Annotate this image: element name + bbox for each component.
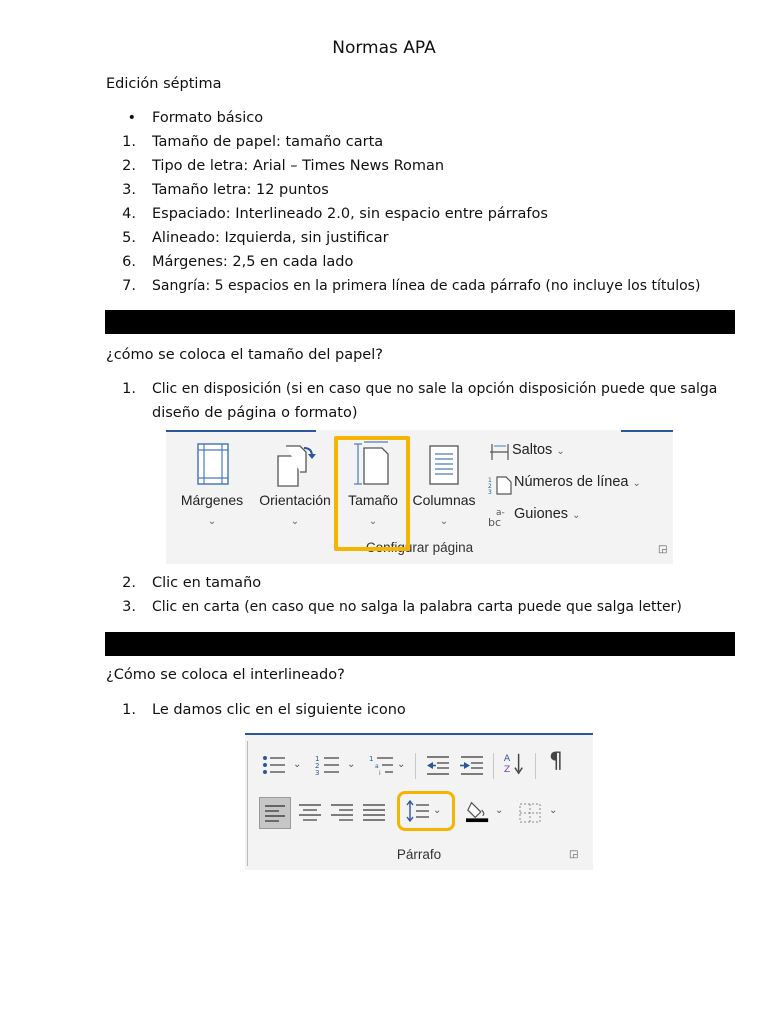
svg-text:2: 2 <box>315 762 320 770</box>
dialog-launcher-icon[interactable]: ◲ <box>658 544 668 555</box>
svg-text:A: A <box>503 753 511 765</box>
toolbar-separator <box>535 753 536 779</box>
chevron-down-icon[interactable]: ⌄ <box>549 805 558 816</box>
svg-text:1: 1 <box>315 755 320 763</box>
line-numbers-label: Números de línea <box>514 474 629 490</box>
borders-icon[interactable] <box>517 801 543 825</box>
ribbon-accent-line <box>166 430 316 432</box>
numbering-icon[interactable] <box>315 753 341 777</box>
step-list: 1. Clic en disposición (si en caso que no sale la opción disposición puede que salga diseño de página o formato) <box>122 381 718 421</box>
orientation-label: Orientación <box>259 492 331 508</box>
columns-icon <box>428 444 460 486</box>
ribbon-accent-line <box>621 430 673 432</box>
chevron-down-icon: ⌄ <box>207 516 217 527</box>
line-spacing-icon[interactable] <box>405 799 431 823</box>
paragraph-ribbon <box>245 733 593 870</box>
chevron-down-icon[interactable]: ⌄ <box>433 805 442 816</box>
paragraph-group-label: Párrafo <box>396 847 442 862</box>
step-list: 1. Le damos clic en el siguiente icono <box>122 702 406 718</box>
multilevel-list-icon[interactable] <box>369 753 395 777</box>
align-right-icon[interactable] <box>329 801 355 825</box>
hyphenation-icon <box>488 506 512 528</box>
sort-icon[interactable] <box>501 751 527 775</box>
ribbon-accent-line <box>245 733 593 735</box>
margins-icon <box>196 442 230 486</box>
orientation-icon <box>274 442 318 488</box>
line-numbers-button[interactable] <box>488 474 641 495</box>
svg-text:1: 1 <box>369 755 374 763</box>
justify-icon[interactable] <box>361 801 387 825</box>
align-left-button[interactable] <box>259 797 291 829</box>
increase-indent-icon[interactable] <box>459 753 485 777</box>
hyphenation-button[interactable] <box>488 506 581 528</box>
chevron-down-icon: ⌄ <box>572 510 581 521</box>
align-left-icon <box>263 802 287 824</box>
chevron-down-icon: ⌄ <box>632 478 641 489</box>
size-button-highlight <box>334 436 410 551</box>
chevron-down-icon[interactable]: ⌄ <box>495 805 504 816</box>
hyphenation-label: Guiones <box>514 506 569 522</box>
line-numbers-icon <box>488 475 512 495</box>
step-list: 2. Clic en tamaño 3. Clic en carta (en caso que no salga la palabra carta puede que salga letter) <box>122 575 682 615</box>
chevron-down-icon[interactable]: ⌄ <box>397 759 406 770</box>
show-formatting-marks-icon[interactable]: ¶ <box>549 749 563 774</box>
toolbar-separator <box>493 753 494 779</box>
svg-text:1: 1 <box>488 477 492 484</box>
edition-text: Edición séptima <box>106 76 222 92</box>
columns-label: Columnas <box>412 492 476 508</box>
svg-text:3: 3 <box>315 769 320 777</box>
align-center-icon[interactable] <box>297 801 323 825</box>
chevron-down-icon: ⌄ <box>368 516 378 527</box>
dialog-launcher-icon[interactable]: ◲ <box>569 849 579 860</box>
chevron-down-icon: ⌄ <box>556 446 565 457</box>
margins-button[interactable] <box>172 438 252 538</box>
toolbar-separator <box>415 753 416 779</box>
document-title: Normas APA <box>332 38 436 58</box>
breaks-button[interactable] <box>488 442 565 458</box>
svg-text:a-: a- <box>496 508 505 518</box>
chevron-down-icon: ⌄ <box>290 516 300 527</box>
chevron-down-icon[interactable]: ⌄ <box>293 759 302 770</box>
svg-text:a: a <box>375 763 379 770</box>
page-setup-ribbon <box>166 430 673 564</box>
black-separator-bar <box>105 310 735 334</box>
bullets-icon[interactable] <box>261 753 287 777</box>
orientation-button[interactable] <box>254 438 336 538</box>
decrease-indent-icon[interactable] <box>425 753 451 777</box>
svg-text:3: 3 <box>488 489 492 495</box>
page-setup-group-label: Configurar página <box>365 540 474 555</box>
question-paper-size: ¿cómo se coloca el tamaño del papel? <box>106 347 383 363</box>
svg-text:i: i <box>379 770 381 777</box>
black-separator-bar <box>105 632 735 656</box>
breaks-icon <box>488 442 510 462</box>
svg-text:bc: bc <box>488 516 502 528</box>
svg-text:Z: Z <box>503 764 511 775</box>
question-line-spacing: ¿Cómo se coloca el interlineado? <box>106 667 345 683</box>
apa-format-list: • Formato básico 1. Tamaño de papel: tamaño carta 2. Tipo de letra: Arial – Times News Roman 3. Tamaño letra: 12 puntos 4. Espaciado: Interlineado 2.0, sin espacio entre párrafos 5. Alineado: Izquierda, sin justificar 6. Márgenes: 2,5 en cada lado 7. Sangría: 5 espacios en la primera línea de cada párrafo (no incluye los títulos) <box>122 110 701 294</box>
svg-text:2: 2 <box>488 483 492 490</box>
size-label: Tamaño <box>348 492 398 508</box>
chevron-down-icon[interactable]: ⌄ <box>347 759 356 770</box>
margins-label: Márgenes <box>180 492 244 508</box>
breaks-label: Saltos <box>512 442 553 458</box>
shading-icon[interactable] <box>465 799 491 823</box>
columns-button[interactable] <box>408 438 480 538</box>
chevron-down-icon: ⌄ <box>439 516 449 527</box>
